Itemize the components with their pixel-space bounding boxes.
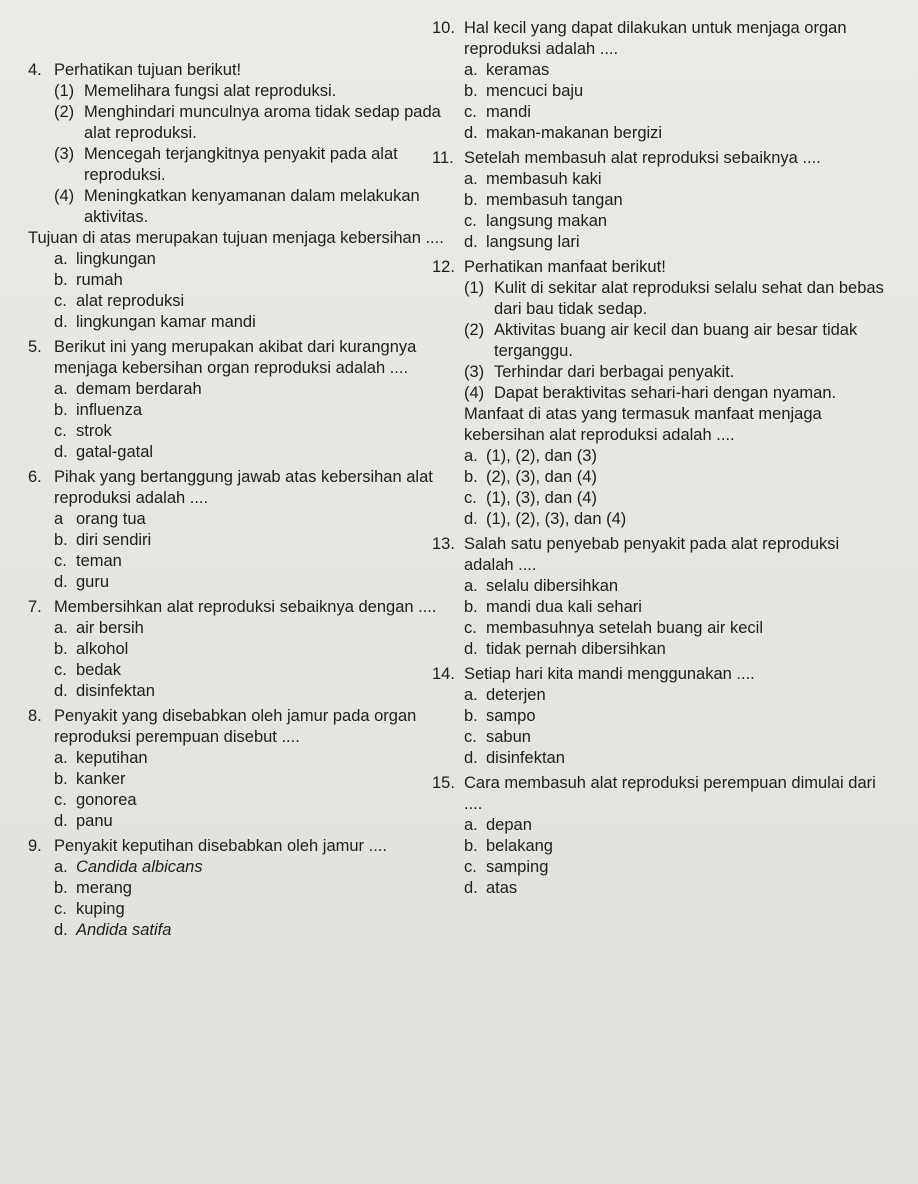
option-c[interactable]: c. sabun xyxy=(464,728,531,746)
question-number: 6. xyxy=(28,468,42,486)
question-number: 10. xyxy=(432,19,455,37)
option-d[interactable]: d. panu xyxy=(54,812,113,830)
option-d[interactable]: d. lingkungan kamar mandi xyxy=(54,313,256,331)
list-item: (1) Kulit di sekitar alat reproduksi selalu sehat dan bebas dari bau tidak sedap. xyxy=(464,279,884,318)
question-9 xyxy=(28,836,448,941)
list-item: (4) Meningkatkan kenyamanan dalam melakukan aktivitas. xyxy=(54,187,420,226)
list-item: (1) Memelihara fungsi alat reproduksi. xyxy=(54,82,337,100)
list-item: (2) Menghindari munculnya aroma tidak sedap pada alat reproduksi. xyxy=(54,103,441,142)
option-b[interactable]: b. alkohol xyxy=(54,640,129,658)
option-b[interactable]: b. mandi dua kali sehari xyxy=(464,598,642,616)
question-prompt: Tujuan di atas merupakan tujuan menjaga kebersihan .... xyxy=(28,229,444,247)
right-column xyxy=(432,18,892,899)
question-stem: Berikut ini yang merupakan akibat dari kurangnya menjaga kebersihan organ reproduksi adalah .... xyxy=(54,338,417,377)
option-b[interactable]: b. belakang xyxy=(464,837,553,855)
question-prompt: Manfaat di atas yang termasuk manfaat menjaga kebersihan alat reproduksi adalah .... xyxy=(464,405,822,444)
question-number: 15. xyxy=(432,774,455,792)
option-a[interactable]: a. membasuh kaki xyxy=(464,170,602,188)
option-a[interactable]: a. keputihan xyxy=(54,749,148,767)
list-item: (3) Mencegah terjangkitnya penyakit pada alat reproduksi. xyxy=(54,145,398,184)
question-stem: Membersihkan alat reproduksi sebaiknya dengan .... xyxy=(54,598,437,616)
question-stem: Hal kecil yang dapat dilakukan untuk menjaga organ reproduksi adalah .... xyxy=(464,19,847,58)
question-number: 4. xyxy=(28,61,42,79)
option-d[interactable]: d. Andida satifa xyxy=(54,921,172,939)
option-a[interactable]: a. deterjen xyxy=(464,686,546,704)
question-7 xyxy=(28,597,448,702)
option-d[interactable]: d. (1), (2), (3), dan (4) xyxy=(464,510,627,528)
question-number: 11. xyxy=(432,149,454,167)
question-4 xyxy=(28,60,448,333)
list-item: (4) Dapat beraktivitas sehari-hari dengan nyaman. xyxy=(464,384,837,402)
question-stem: Salah satu penyebab penyakit pada alat reproduksi adalah .... xyxy=(464,535,840,574)
question-number: 13. xyxy=(432,535,455,553)
question-stem: Perhatikan tujuan berikut! xyxy=(54,61,242,79)
question-15 xyxy=(432,773,892,899)
option-b[interactable]: b. mencuci baju xyxy=(464,82,584,100)
option-c[interactable]: c. teman xyxy=(54,552,122,570)
question-12 xyxy=(432,257,892,530)
option-d[interactable]: d. guru xyxy=(54,573,110,591)
option-c[interactable]: c. kuping xyxy=(54,900,125,918)
option-a[interactable]: a. (1), (2), dan (3) xyxy=(464,447,597,465)
option-b[interactable]: b. diri sendiri xyxy=(54,531,152,549)
list-item: (3) Terhindar dari berbagai penyakit. xyxy=(464,363,735,381)
option-d[interactable]: d. langsung lari xyxy=(464,233,580,251)
option-a[interactable]: a. depan xyxy=(464,816,532,834)
option-d[interactable]: d. makan-makanan bergizi xyxy=(464,124,663,142)
option-a[interactable]: a. demam berdarah xyxy=(54,380,202,398)
question-number: 12. xyxy=(432,258,455,276)
question-8 xyxy=(28,706,448,832)
question-6 xyxy=(28,467,448,593)
option-d[interactable]: d. tidak pernah dibersihkan xyxy=(464,640,666,658)
list-item: (2) Aktivitas buang air kecil dan buang air besar tidak terganggu. xyxy=(464,321,858,360)
option-d[interactable]: d. gatal-gatal xyxy=(54,443,154,461)
option-a[interactable]: a. Candida albicans xyxy=(54,858,203,876)
option-c[interactable]: c. samping xyxy=(464,858,549,876)
option-c[interactable]: c. strok xyxy=(54,422,112,440)
question-stem: Setelah membasuh alat reproduksi sebaiknya .... xyxy=(464,149,821,167)
option-b[interactable]: b. rumah xyxy=(54,271,123,289)
question-10 xyxy=(432,18,892,144)
question-number: 5. xyxy=(28,338,42,356)
option-b[interactable]: b. sampo xyxy=(464,707,536,725)
question-stem: Penyakit yang disebabkan oleh jamur pada organ reproduksi perempuan disebut .... xyxy=(54,707,417,746)
option-a[interactable]: a orang tua xyxy=(54,510,146,528)
option-c[interactable]: c. mandi xyxy=(464,103,531,121)
question-stem: Perhatikan manfaat berikut! xyxy=(464,258,666,276)
option-b[interactable]: b. (2), (3), dan (4) xyxy=(464,468,597,486)
question-number: 9. xyxy=(28,837,42,855)
question-5 xyxy=(28,337,448,463)
question-11 xyxy=(432,148,892,253)
option-a[interactable]: a. keramas xyxy=(464,61,550,79)
left-column xyxy=(28,60,448,941)
question-number: 14. xyxy=(432,665,455,683)
option-c[interactable]: c. (1), (3), dan (4) xyxy=(464,489,597,507)
question-stem: Penyakit keputihan disebabkan oleh jamur .... xyxy=(54,837,387,855)
option-c[interactable]: c. langsung makan xyxy=(464,212,608,230)
option-c[interactable]: c. bedak xyxy=(54,661,121,679)
option-a[interactable]: a. selalu dibersihkan xyxy=(464,577,619,595)
option-c[interactable]: c. gonorea xyxy=(54,791,137,809)
option-d[interactable]: d. disinfektan xyxy=(54,682,155,700)
option-b[interactable]: b. kanker xyxy=(54,770,126,788)
option-b[interactable]: b. merang xyxy=(54,879,132,897)
option-d[interactable]: d. disinfektan xyxy=(464,749,565,767)
question-14 xyxy=(432,664,892,769)
option-c[interactable]: c. alat reproduksi xyxy=(54,292,185,310)
option-a[interactable]: a. air bersih xyxy=(54,619,144,637)
option-d[interactable]: d. atas xyxy=(464,879,518,897)
question-stem: Setiap hari kita mandi menggunakan .... xyxy=(464,665,755,683)
option-b[interactable]: b. influenza xyxy=(54,401,143,419)
question-number: 7. xyxy=(28,598,42,616)
option-a[interactable]: a. lingkungan xyxy=(54,250,156,268)
option-b[interactable]: b. membasuh tangan xyxy=(464,191,623,209)
question-stem: Pihak yang bertanggung jawab atas kebersihan alat reproduksi adalah .... xyxy=(54,468,433,507)
question-13 xyxy=(432,534,892,660)
question-number: 8. xyxy=(28,707,42,725)
question-stem: Cara membasuh alat reproduksi perempuan dimulai dari .... xyxy=(464,774,876,813)
option-c[interactable]: c. membasuhnya setelah buang air kecil xyxy=(464,619,763,637)
